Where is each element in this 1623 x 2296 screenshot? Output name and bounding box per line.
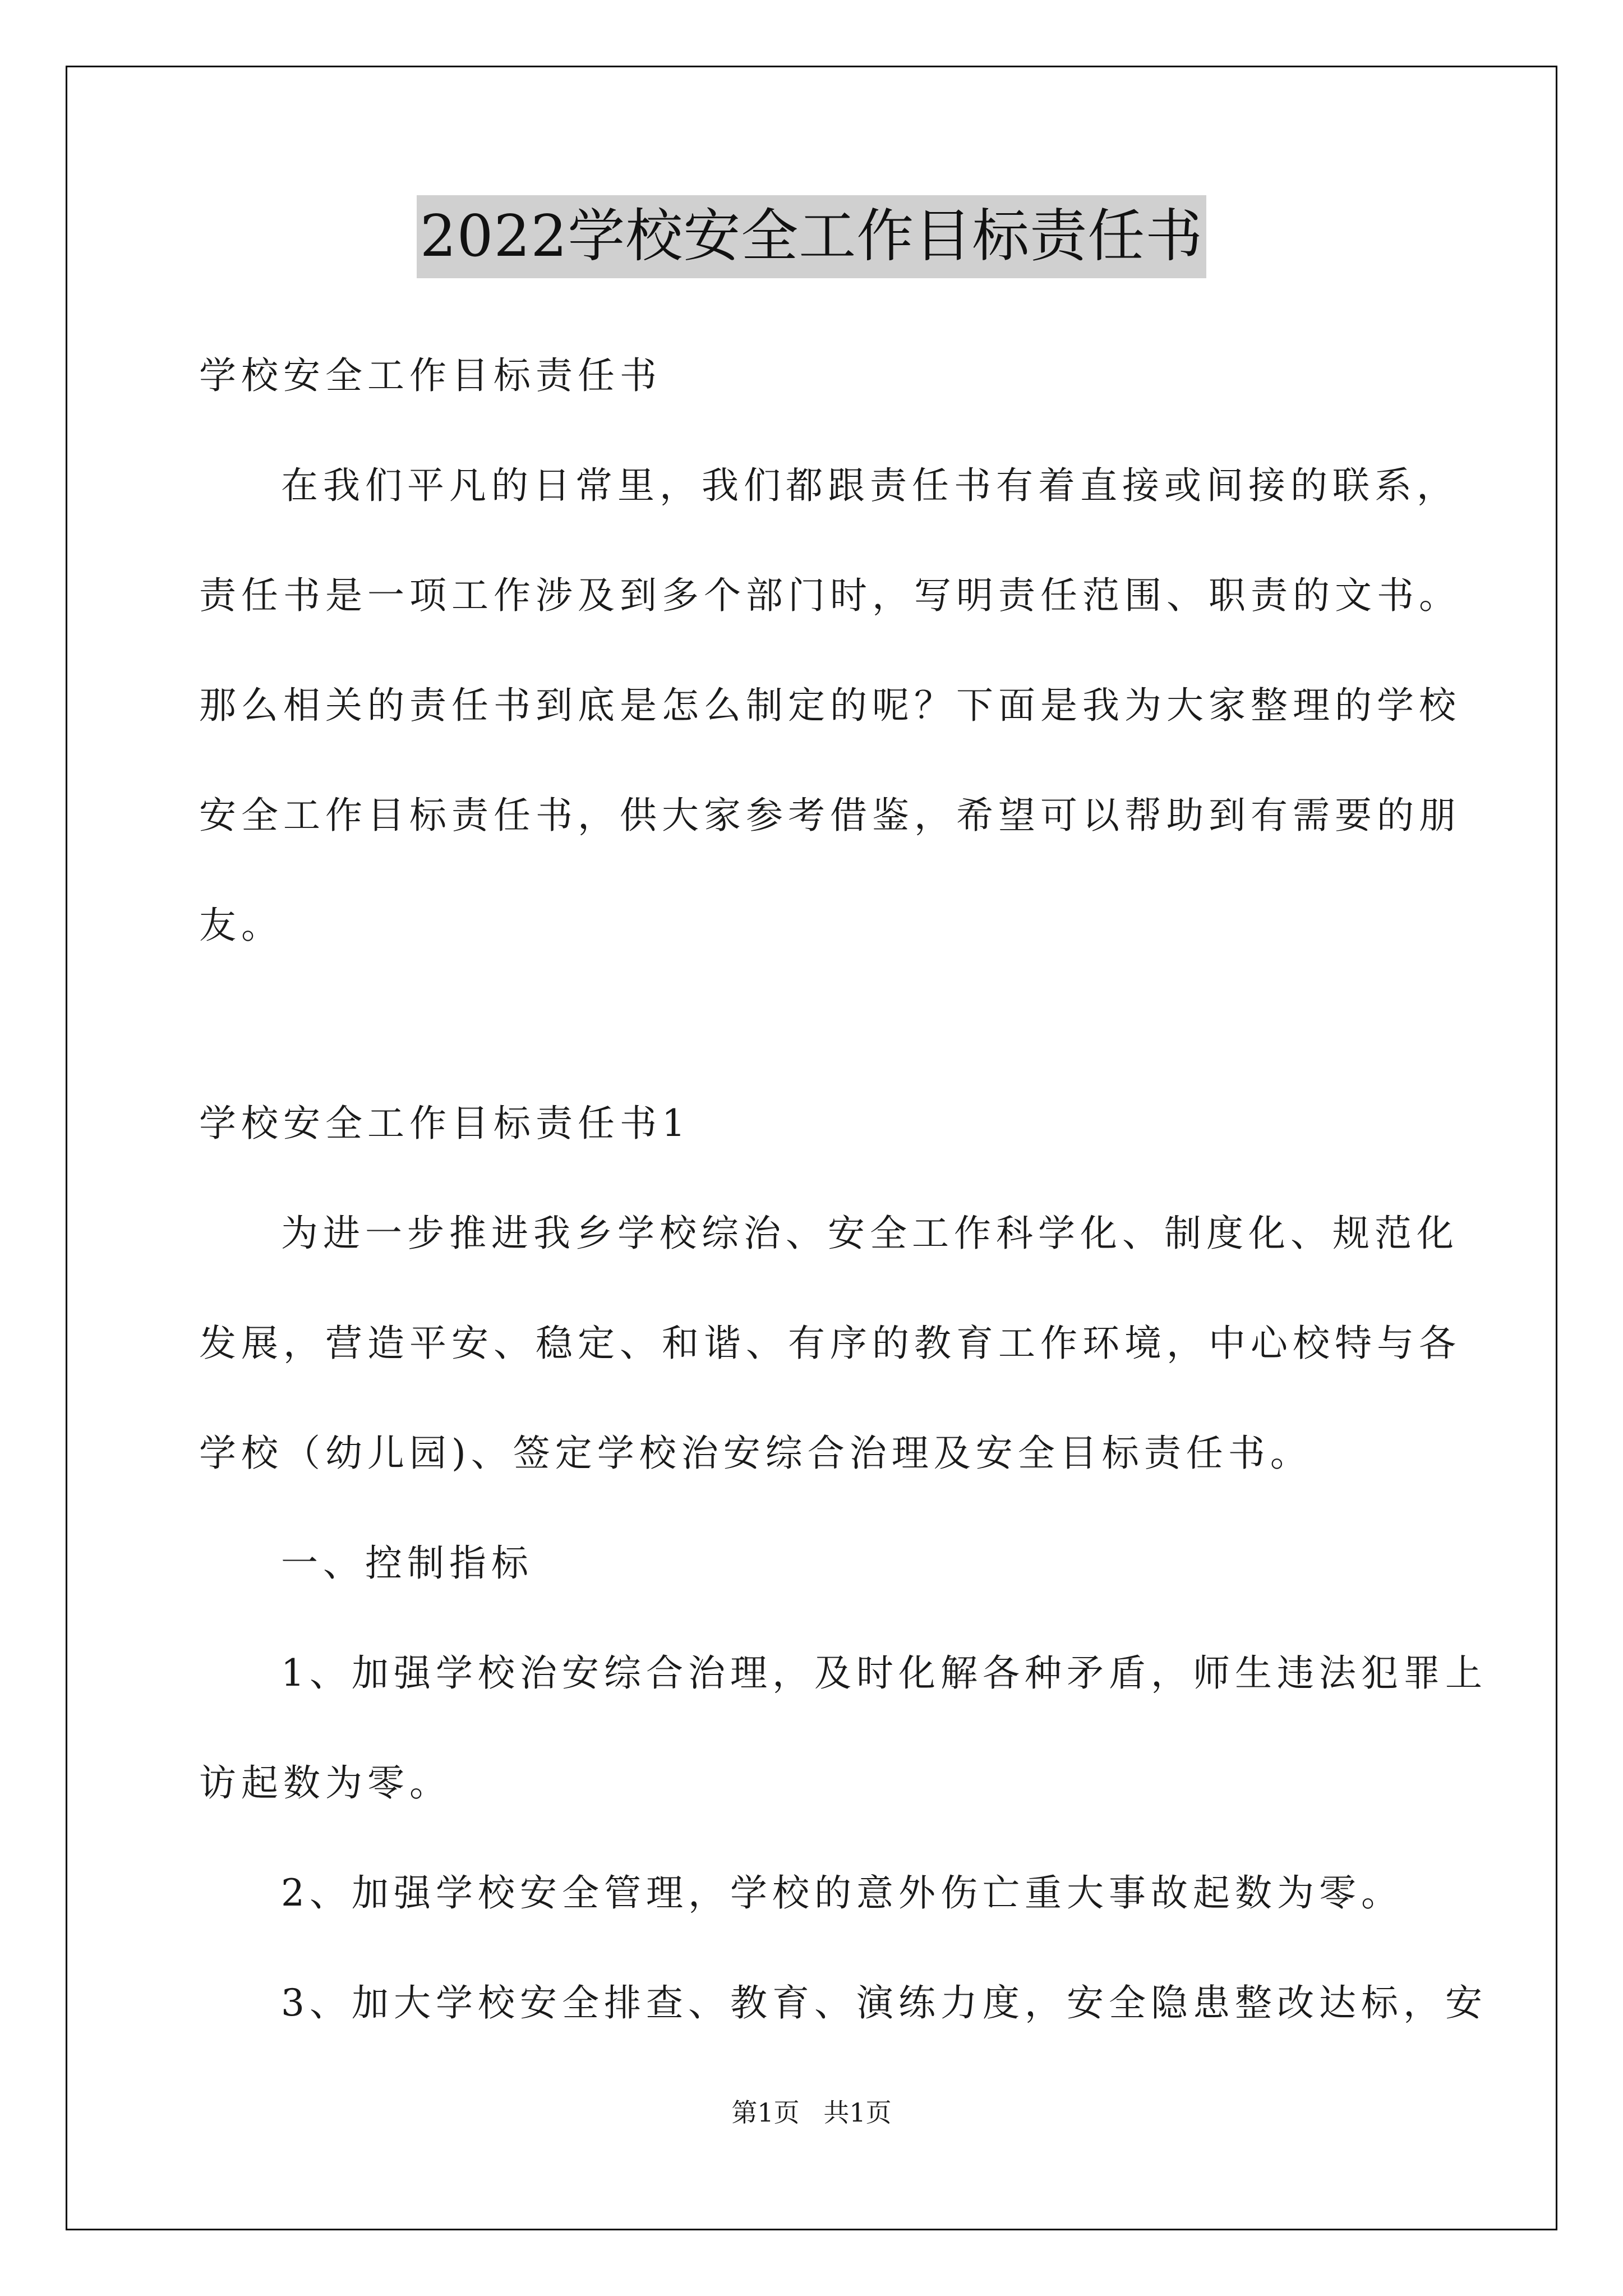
list-item: 1、加强学校治安综合治理，及时化解各种矛盾，师生违法犯罪上	[281, 1651, 1487, 1695]
paragraph-line: 安全工作目标责任书，供大家参考借鉴，希望可以帮助到有需要的朋	[199, 794, 1461, 837]
subtitle-line: 学校安全工作目标责任书	[199, 354, 662, 397]
paragraph-line: 在我们平凡的日常里，我们都跟责任书有着直接或间接的联系，	[281, 464, 1459, 507]
page-footer	[0, 2092, 1623, 2129]
list-item: 2、加强学校安全管理，学校的意外伤亡重大事故起数为零。	[281, 1871, 1403, 1915]
paragraph-line: 发展，营造平安、稳定、和谐、有序的教育工作环境，中心校特与各	[199, 1322, 1461, 1365]
paragraph-line: 责任书是一项工作涉及到多个部门时，写明责任范围、职责的文书。	[199, 574, 1461, 617]
page-number: 第1页	[731, 2097, 800, 2128]
paragraph-line: 为进一步推进我乡学校综治、安全工作科学化、制度化、规范化	[281, 1212, 1459, 1255]
list-item-continuation: 访起数为零。	[199, 1761, 451, 1805]
section-heading: 学校安全工作目标责任书1	[199, 1102, 690, 1145]
page-total: 共1页	[823, 2097, 892, 2128]
paragraph-line: 学校（幼儿园)、签定学校治安综合治理及安全目标责任书。	[199, 1432, 1312, 1475]
title-container	[0, 195, 1623, 278]
paragraph-line: 友。	[199, 904, 283, 947]
paragraph-line: 那么相关的责任书到底是怎么制定的呢？下面是我为大家整理的学校	[199, 684, 1461, 727]
document-title: 2022学校安全工作目标责任书	[417, 195, 1207, 278]
list-heading: 一、控制指标	[281, 1542, 533, 1585]
list-item: 3、加大学校安全排查、教育、演练力度，安全隐患整改达标，安	[281, 1981, 1487, 2024]
